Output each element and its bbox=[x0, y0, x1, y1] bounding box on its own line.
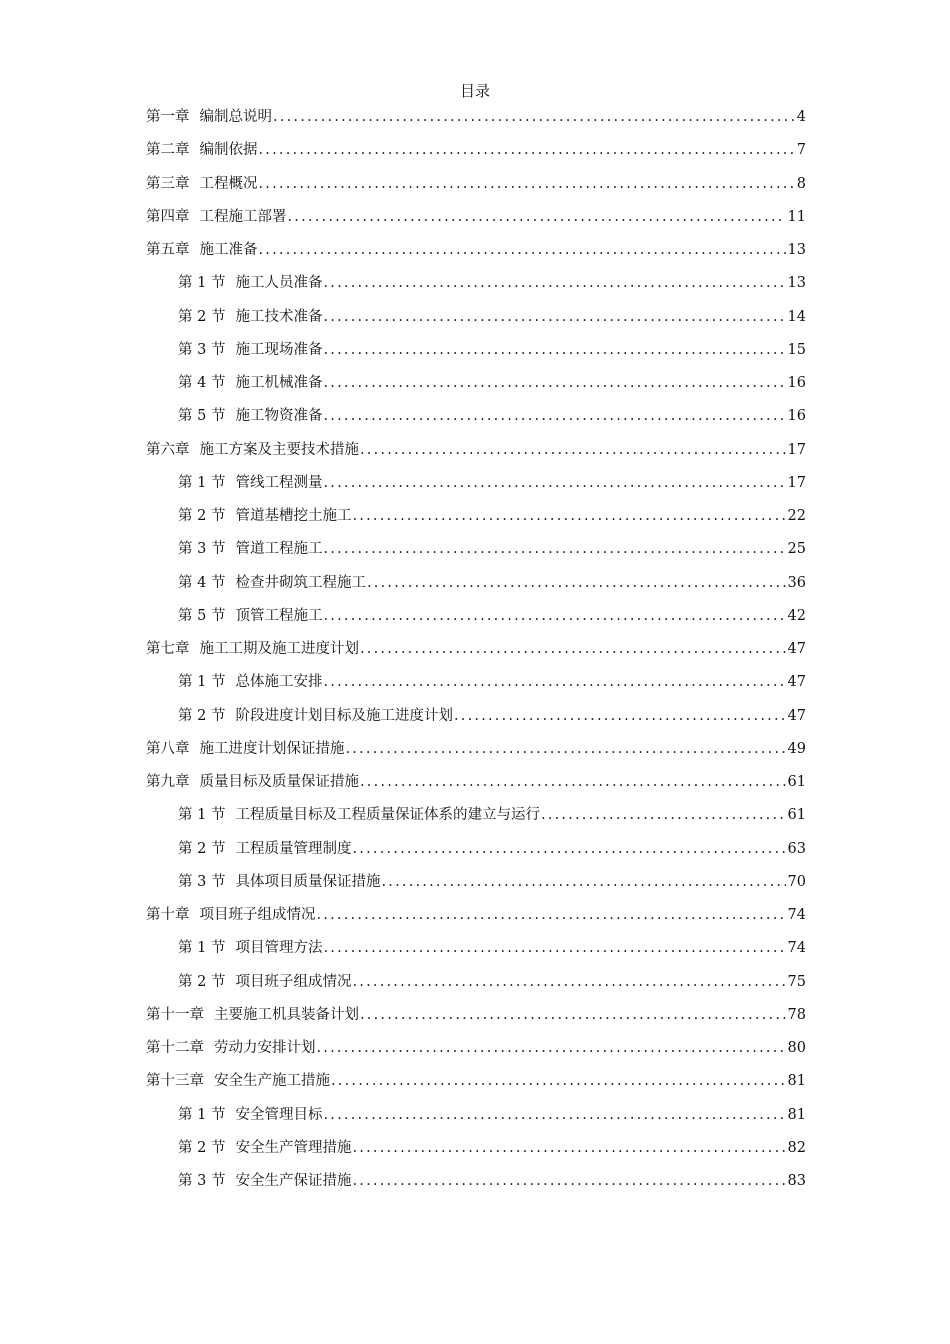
toc-entry-number: 第七章 bbox=[146, 641, 190, 657]
toc-entry-title: 安全生产保证措施 bbox=[235, 1173, 352, 1189]
toc-section-entry[interactable] bbox=[146, 1135, 806, 1168]
toc-page-number: 47 bbox=[787, 641, 806, 657]
toc-dot-leader bbox=[331, 1068, 786, 1094]
toc-chapter-entry[interactable] bbox=[146, 636, 806, 669]
toc-page-number: 61 bbox=[787, 774, 806, 790]
toc-page-number: 16 bbox=[787, 375, 806, 391]
toc-chapter-entry[interactable] bbox=[146, 1035, 806, 1068]
toc-dot-leader bbox=[323, 370, 785, 396]
toc-entry-title: 工程施工部署 bbox=[199, 208, 287, 225]
toc-chapter-entry[interactable] bbox=[146, 237, 806, 270]
toc-page-number: 22 bbox=[787, 508, 806, 524]
toc-entry-title: 阶段进度计划目标及施工进度计划 bbox=[235, 707, 453, 724]
toc-entry-title: 施工现场准备 bbox=[235, 341, 323, 358]
toc-entry-number: 第 3 节 bbox=[178, 341, 226, 358]
toc-chapter-entry[interactable] bbox=[146, 204, 806, 237]
toc-chapter-entry[interactable] bbox=[146, 437, 806, 470]
toc-dot-leader bbox=[323, 603, 785, 629]
toc-page-number: 75 bbox=[787, 973, 806, 990]
toc-page-number: 15 bbox=[787, 341, 806, 358]
toc-dot-leader bbox=[323, 403, 785, 429]
toc-entry-number: 第十三章 bbox=[146, 1073, 204, 1090]
toc-page-number: 13 bbox=[787, 242, 806, 258]
toc-entry-title: 工程质量管理制度 bbox=[235, 840, 352, 857]
toc-entry-title: 项目班子组成情况 bbox=[235, 973, 352, 990]
toc-page-number: 25 bbox=[787, 541, 806, 558]
toc-title: 目录 bbox=[459, 82, 490, 100]
toc-entry-title: 施工方案及主要技术措施 bbox=[199, 441, 359, 458]
toc-section-entry[interactable] bbox=[146, 935, 806, 968]
toc-dot-leader bbox=[346, 736, 786, 762]
toc-section-entry[interactable] bbox=[146, 270, 806, 303]
toc-entry-number: 第 1 节 bbox=[178, 275, 226, 292]
toc-entry-title: 施工物资准备 bbox=[235, 408, 323, 425]
toc-dot-leader bbox=[317, 1035, 786, 1061]
toc-section-entry[interactable] bbox=[146, 969, 806, 1002]
toc-dot-leader bbox=[323, 935, 785, 961]
toc-page-number: 36 bbox=[787, 574, 806, 591]
toc-page-number: 42 bbox=[787, 607, 806, 624]
toc-chapter-entry[interactable] bbox=[146, 1002, 806, 1035]
toc-dot-leader bbox=[323, 304, 785, 330]
toc-entry-number: 第 2 节 bbox=[178, 1139, 226, 1156]
toc-section-entry[interactable] bbox=[146, 836, 806, 869]
toc-dot-leader bbox=[541, 802, 786, 828]
toc-chapter-entry[interactable] bbox=[146, 1068, 806, 1101]
toc-section-entry[interactable] bbox=[146, 570, 806, 603]
toc-chapter-entry[interactable] bbox=[146, 769, 806, 802]
toc-dot-leader bbox=[360, 769, 786, 795]
toc-dot-leader bbox=[323, 536, 785, 562]
toc-section-entry[interactable] bbox=[146, 503, 806, 536]
toc-chapter-entry[interactable] bbox=[146, 171, 806, 204]
toc-entry-number: 第 2 节 bbox=[178, 707, 226, 724]
toc-entry-number: 第二章 bbox=[146, 142, 190, 159]
toc-dot-leader bbox=[360, 636, 786, 662]
toc-entry-title: 施工技术准备 bbox=[235, 308, 323, 325]
toc-list bbox=[146, 104, 806, 1201]
toc-entry-number: 第三章 bbox=[146, 175, 190, 192]
toc-page-number: 4 bbox=[796, 109, 806, 125]
toc-entry-number: 第 5 节 bbox=[178, 607, 226, 624]
toc-dot-leader bbox=[259, 237, 786, 263]
toc-entry-number: 第六章 bbox=[146, 441, 190, 458]
toc-chapter-entry[interactable] bbox=[146, 736, 806, 769]
toc-dot-leader bbox=[381, 869, 785, 895]
toc-page-number: 11 bbox=[787, 208, 806, 225]
toc-entry-number: 第 3 节 bbox=[178, 1173, 226, 1189]
toc-entry-title: 施工人员准备 bbox=[235, 275, 323, 292]
toc-dot-leader bbox=[323, 669, 785, 695]
toc-entry-title: 工程质量目标及工程质量保证体系的建立与运行 bbox=[235, 807, 540, 824]
toc-page-number: 47 bbox=[787, 674, 806, 691]
toc-dot-leader bbox=[259, 137, 795, 163]
toc-entry-number: 第 4 节 bbox=[178, 375, 226, 391]
toc-entry-number: 第 1 节 bbox=[178, 674, 226, 691]
toc-dot-leader bbox=[323, 337, 785, 363]
toc-entry-title: 管线工程测量 bbox=[235, 474, 323, 491]
toc-section-entry[interactable] bbox=[146, 304, 806, 337]
toc-entry-title: 施工工期及施工进度计划 bbox=[199, 641, 359, 657]
toc-entry-number: 第一章 bbox=[146, 109, 190, 125]
toc-entry-number: 第 2 节 bbox=[178, 973, 226, 990]
toc-entry-title: 安全生产施工措施 bbox=[214, 1073, 330, 1090]
toc-entry-title: 顶管工程施工 bbox=[235, 607, 323, 624]
toc-dot-leader bbox=[273, 104, 795, 130]
toc-entry-number: 第十一章 bbox=[146, 1006, 204, 1023]
toc-page-number: 70 bbox=[787, 873, 806, 890]
toc-entry-number: 第十二章 bbox=[146, 1040, 204, 1056]
toc-page-number: 83 bbox=[787, 1173, 806, 1189]
toc-entry-number: 第四章 bbox=[146, 208, 190, 225]
toc-dot-leader bbox=[352, 1168, 785, 1194]
toc-entry-title: 总体施工安排 bbox=[235, 674, 323, 691]
toc-page-number: 7 bbox=[796, 142, 806, 159]
toc-chapter-entry[interactable] bbox=[146, 902, 806, 935]
toc-page-number: 82 bbox=[787, 1139, 806, 1156]
toc-entry-title: 施工准备 bbox=[199, 242, 258, 258]
toc-page-number: 17 bbox=[787, 474, 806, 491]
toc-dot-leader bbox=[259, 171, 795, 197]
toc-dot-leader bbox=[323, 1102, 785, 1128]
toc-entry-number: 第 5 节 bbox=[178, 408, 226, 425]
toc-section-entry[interactable] bbox=[146, 669, 806, 702]
toc-section-entry[interactable] bbox=[146, 536, 806, 569]
toc-section-entry[interactable] bbox=[146, 403, 806, 436]
toc-page-number: 16 bbox=[787, 408, 806, 425]
toc-entry-title: 编制总说明 bbox=[199, 109, 272, 125]
toc-page-number: 63 bbox=[787, 840, 806, 857]
toc-page-number: 81 bbox=[787, 1073, 806, 1090]
toc-page-number: 17 bbox=[787, 441, 806, 458]
toc-page-number: 80 bbox=[787, 1040, 806, 1056]
toc-dot-leader bbox=[367, 570, 786, 596]
toc-dot-leader bbox=[288, 204, 786, 230]
toc-section-entry[interactable] bbox=[146, 337, 806, 370]
toc-entry-title: 管道工程施工 bbox=[235, 541, 323, 558]
toc-entry-title: 质量目标及质量保证措施 bbox=[199, 774, 359, 790]
toc-page-number: 13 bbox=[787, 275, 806, 292]
toc-dot-leader bbox=[352, 503, 785, 529]
toc-entry-number: 第 4 节 bbox=[178, 574, 226, 591]
toc-entry-number: 第 2 节 bbox=[178, 508, 226, 524]
toc-entry-title: 施工进度计划保证措施 bbox=[199, 740, 345, 757]
toc-section-entry[interactable] bbox=[146, 603, 806, 636]
toc-entry-title: 项目班子组成情况 bbox=[199, 907, 316, 923]
toc-entry-title: 主要施工机具装备计划 bbox=[214, 1006, 359, 1023]
toc-page-number: 8 bbox=[796, 175, 806, 192]
toc-entry-title: 施工机械准备 bbox=[235, 375, 323, 391]
toc-dot-leader bbox=[317, 902, 786, 928]
toc-dot-leader bbox=[352, 969, 785, 995]
toc-entry-number: 第 3 节 bbox=[178, 541, 226, 558]
toc-entry-title: 检查井砌筑工程施工 bbox=[235, 574, 366, 591]
toc-entry-number: 第 2 节 bbox=[178, 840, 226, 857]
toc-entry-title: 管道基槽挖土施工 bbox=[235, 508, 352, 524]
toc-section-entry[interactable] bbox=[146, 869, 806, 902]
toc-page-number: 61 bbox=[787, 807, 806, 824]
toc-page-number: 74 bbox=[787, 940, 806, 957]
toc-dot-leader bbox=[360, 437, 786, 463]
toc-dot-leader bbox=[360, 1002, 786, 1028]
toc-entry-number: 第 2 节 bbox=[178, 308, 226, 325]
toc-entry-title: 安全生产管理措施 bbox=[235, 1139, 352, 1156]
toc-page-number: 14 bbox=[787, 308, 806, 325]
toc-entry-number: 第八章 bbox=[146, 740, 190, 757]
toc-entry-number: 第 1 节 bbox=[178, 807, 226, 824]
toc-section-entry[interactable] bbox=[146, 1102, 806, 1135]
toc-entry-number: 第 1 节 bbox=[178, 474, 226, 491]
toc-section-entry[interactable] bbox=[146, 1168, 806, 1201]
toc-dot-leader bbox=[352, 1135, 785, 1161]
toc-page-number: 74 bbox=[787, 907, 806, 923]
toc-entry-number: 第五章 bbox=[146, 242, 190, 258]
toc-entry-number: 第 1 节 bbox=[178, 1106, 226, 1123]
toc-section-entry[interactable] bbox=[146, 370, 806, 403]
toc-section-entry[interactable] bbox=[146, 470, 806, 503]
toc-entry-number: 第 3 节 bbox=[178, 873, 226, 890]
toc-dot-leader bbox=[454, 703, 786, 729]
toc-section-entry[interactable] bbox=[146, 802, 806, 835]
toc-page-number: 81 bbox=[787, 1106, 806, 1123]
toc-entry-title: 工程概况 bbox=[199, 175, 258, 192]
toc-entry-title: 项目管理方法 bbox=[235, 940, 323, 957]
toc-entry-title: 劳动力安排计划 bbox=[214, 1040, 316, 1056]
toc-dot-leader bbox=[323, 270, 785, 296]
toc-dot-leader bbox=[323, 470, 785, 496]
toc-chapter-entry[interactable] bbox=[146, 137, 806, 170]
toc-dot-leader bbox=[352, 836, 785, 862]
toc-entry-number: 第 1 节 bbox=[178, 940, 226, 957]
toc-section-entry[interactable] bbox=[146, 703, 806, 736]
toc-entry-title: 安全管理目标 bbox=[235, 1106, 323, 1123]
toc-entry-title: 具体项目质量保证措施 bbox=[235, 873, 381, 890]
toc-entry-title: 编制依据 bbox=[199, 142, 258, 159]
toc-entry-number: 第九章 bbox=[146, 774, 190, 790]
toc-chapter-entry[interactable] bbox=[146, 104, 806, 137]
toc-entry-number: 第十章 bbox=[146, 907, 190, 923]
toc-page-number: 49 bbox=[787, 740, 806, 757]
toc-page-number: 47 bbox=[787, 707, 806, 724]
toc-page-number: 78 bbox=[787, 1006, 806, 1023]
